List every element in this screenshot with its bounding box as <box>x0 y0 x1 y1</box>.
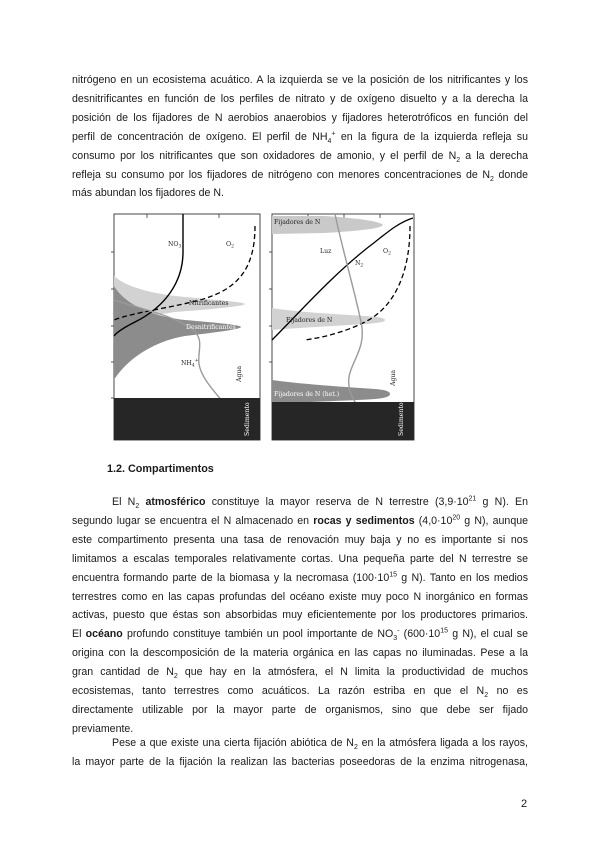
luz-label: Luz <box>320 248 332 255</box>
text-line: gran cantidad de $N_2$ que hay en la atmósfera, el N limita la productividad de muchos <box>72 666 528 681</box>
agua-label-left: Agua <box>236 365 243 382</box>
section-heading: 1.2. Compartimentos <box>107 463 214 475</box>
o2-label-left: $O_2$ <box>226 241 234 250</box>
text-line: posición de los fijadores de N aerobios anaerobios y fijadores heterotróficos en función del <box>72 111 528 124</box>
text-line: El $N_2$ atmosférico constituye la mayor reserva de N terrestre ($3,9\cdot 10^{21}$ g N). En <box>112 495 528 511</box>
text-line: desnitrificantes en función de los perfiles de nitrato y de oxígeno disuelto y a la derecha la <box>72 92 528 105</box>
o2-label-right: $O_2$ <box>383 248 391 257</box>
text-line: terrestres como en las capas profundas del océano existe muy poco N inorgánico en formas <box>72 590 528 603</box>
text-line: origina con la descomposición de la materia orgánica en las capas no iluminadas. Pese a la <box>72 647 528 660</box>
nitrificantes-label: Nitrificantes <box>189 300 229 307</box>
right-panel <box>269 214 414 440</box>
sedimento-label-right: Sedimento <box>398 402 405 436</box>
text-line: encuentra formando parte de la biomasa y la necromasa ($100\cdot 10^{15}$ g N). Tanto en los medios <box>72 571 529 584</box>
agua-label-right: Agua <box>390 369 397 386</box>
right-axis-ticks <box>269 252 272 362</box>
desnitrificantes-label: Desnitrificantes <box>186 324 236 331</box>
intro-paragraph <box>72 71 528 203</box>
fijadores-bottom-label: Fijadores de N (het.) <box>274 391 340 398</box>
left-sediment <box>114 398 260 440</box>
text-line: segundo lugar se encuentra el N almacenado en rocas y sedimentos ($4,0\cdot 10^{20}$ g N), aunque <box>72 514 528 527</box>
text-line: El océano profundo constituye también un pool importante de $NO_3^-$ ($600\cdot 10^{15}$ g N), el cual se <box>72 627 528 643</box>
fijacion-paragraph <box>72 734 528 772</box>
page-number: 2 <box>521 798 528 810</box>
text-line: activas, puesto que éstas son absorbidas muy eficientemente por los productores primarios. <box>72 609 528 622</box>
no3-label: $NO_3$ <box>168 241 182 250</box>
text-line: la mayor parte de la fijación la realizan las bacterias poseedoras de la enzima nitrogenasa, <box>72 755 528 768</box>
text-line: Pese a que existe una cierta fijación abiótica de $N_2$ en la atmósfera ligada a los rayos, <box>112 737 529 752</box>
compartimentos-paragraph <box>72 493 528 739</box>
text-line: perfil de concentración de oxígeno. El perfil de $NH_4^+$ en la figura de la izquierda refleja su <box>72 130 528 145</box>
n2-label: $N_2$ <box>355 260 364 269</box>
text-line: nitrógeno en un ecosistema acuático. A la izquierda se ve la posición de los nitrificantes y los <box>72 74 528 86</box>
text-line: más abundan los fijadores de N. <box>72 187 224 200</box>
text-line: ecosistemas, tanto terrestres como acuáticos. La razón estriba en que el $N_2$ no es <box>72 685 528 700</box>
text-line: directamente utilizable por la mayor parte de organismos, sino que debe ser fijado <box>72 703 528 716</box>
right-sediment <box>272 402 414 440</box>
text-line: este compartimento presenta una tasa de renovación muy baja y no es importante si nos <box>72 533 528 546</box>
text-line: limitamos a escalas temporales relativamente cortas. Una pequeña parte del N terrestre se <box>72 552 528 565</box>
text-line: previamente. <box>72 722 134 735</box>
fijadores-mid-label: Fijadores de N <box>286 317 333 324</box>
nitrogen-profile-figure <box>105 212 417 444</box>
fijadores-top-label: Fijadores de N <box>274 219 321 226</box>
text-line: consumo por los nitrificantes que son oxidadores de amonio, y el perfil de $N_2$ a la derecha <box>72 149 528 164</box>
text-line: refleja su consumo por los fijadores de nitrógeno con menores concentraciones de $N_2$ donde <box>72 168 529 183</box>
nh4-label: $NH_4^+$ <box>181 358 199 369</box>
sedimento-label-left: Sedimento <box>244 402 251 436</box>
left-panel <box>111 214 260 440</box>
